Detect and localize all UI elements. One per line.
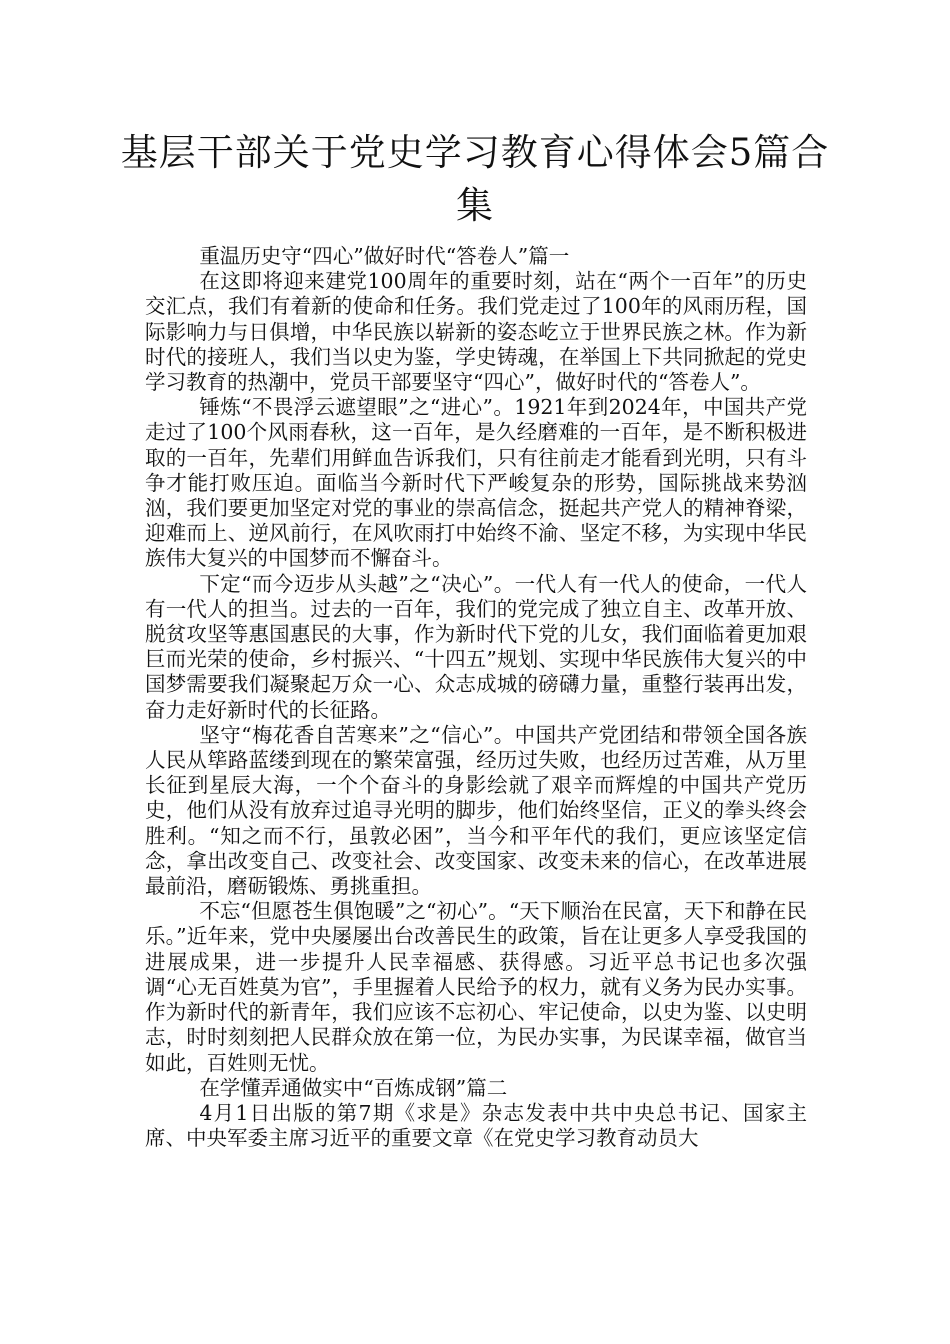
document-body bbox=[145, 244, 807, 1151]
document-title: 基层干部关于党史学习教育心得体会5篇合集 bbox=[120, 131, 830, 227]
section-heading-2: 在学懂弄通做实中“百炼成钢”篇二 bbox=[199, 1075, 508, 1100]
paragraph: 不忘“但愿苍生俱饱暖”之“初心”。“天下顺治在民富，天下和静在民乐。”近年来，党中央屡屡出台改善民生的政策，旨在让更多人享受我国的进展成果，进一步提升人民幸福感、获得感。习近平总书记也多次强调“心无百姓莫为官”，手里握着人民给予的权力，就有义务为民办实事。作为新时代的新青年，我们应该不忘初心、牢记使命，以史为鉴、以史明志，时时刻刻把人民群众放在第一位，为民办实事，为民谋幸福，做官当如此，百姓则无忧。 bbox=[145, 899, 807, 1075]
paragraph: 坚守“梅花香自苦寒来”之“信心”。中国共产党团结和带领全国各族人民从筚路蓝缕到现在的繁荣富强，经历过失败，也经历过苦难，从万里长征到星辰大海，一个个奋斗的身影绘就了艰辛而辉煌的中国共产党历史，他们从没有放弃过追寻光明的脚步，他们始终坚信，正义的拳头终会胜利。“知之而不行，虽敦必困”，当今和平年代的我们，更应该坚定信念，拿出改变自己、改变社会、改变国家、改变未来的信心，在改革进展最前沿，磨砺锻炼、勇挑重担。 bbox=[145, 722, 807, 899]
paragraph: 下定“而今迈步从头越”之“决心”。一代人有一代人的使命，一代人有一代人的担当。过去的一百年，我们的党完成了独立自主、改革开放、脱贫攻坚等惠国惠民的大事，作为新时代下党的儿女，我们面临着更加艰巨而光荣的使命，乡村振兴、“十四五”规划、实现中华民族伟大复兴的中国梦需要我们凝聚起万众一心、众志成城的磅礴力量，重整行装再出发，奋力走好新时代的长征路。 bbox=[145, 571, 807, 722]
paragraph: 锤炼“不畏浮云遮望眼”之“进心”。1921年到2024年，中国共产党走过了100个风雨春秋，这一百年，是久经磨难的一百年，是不断积极进取的一百年，先辈们用鲜血告诉我们，只有往前走才能看到光明，只有斗争才能打败压迫。面临当今新时代下严峻复杂的形势，国际挑战来势汹汹，我们要更加坚定对党的事业的崇高信念，挺起共产党人的精神脊梁，迎难而上、逆风前行，在风吹雨打中始终不渝、坚定不移，为实现中华民族伟大复兴的中国梦而不懈奋斗。 bbox=[145, 395, 807, 571]
section-heading-1: 重温历史守“四心”做好时代“答卷人”篇一 bbox=[199, 244, 570, 268]
paragraph: 4月1日出版的第7期《求是》杂志发表中共中央总书记、国家主席、中央军委主席习近平的重要文章《在党史学习教育动员大 bbox=[145, 1100, 807, 1151]
paragraph: 在这即将迎来建党100周年的重要时刻，站在“两个一百年”的历史交汇点，我们有着新的使命和任务。我们党走过了100年的风雨历程，国际影响力与日俱增，中华民族以崭新的姿态屹立于世界民族之林。作为新时代的接班人，我们当以史为鉴，学史铸魂，在举国上下共同掀起的党史学习教育的热潮中，党员干部要坚守“四心”，做好时代的“答卷人”。 bbox=[145, 269, 807, 395]
